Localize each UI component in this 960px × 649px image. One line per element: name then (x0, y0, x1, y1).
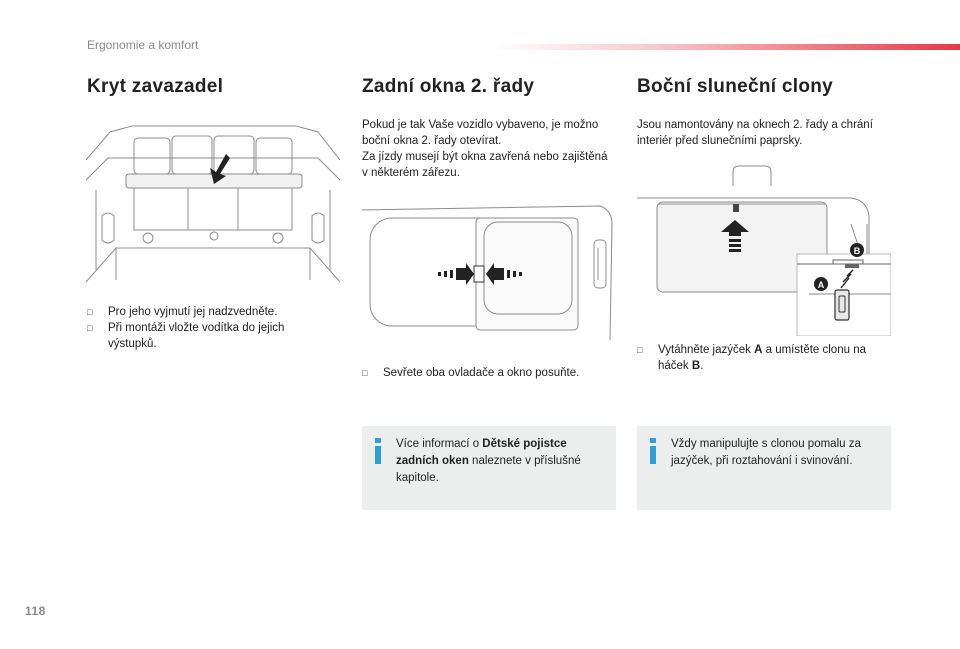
list-item: □ Vytáhněte jazýček A a umístěte clonu na háček B. (637, 344, 866, 372)
zadni-okna-intro: Pokud je tak Vaše vozidlo vybaveno, je možno boční okna 2. řady otevírat. Za jízdy musejí být okna zavřená nebo zajištěná v některém zářezu. (362, 119, 608, 179)
sun-blind-illustration (637, 164, 891, 336)
header-title: Ergonomie a komfort (87, 38, 199, 52)
square-bullet-icon: □ (87, 307, 93, 317)
square-bullet-icon: □ (87, 323, 93, 333)
luggage-cover-figure (86, 120, 340, 292)
list-item: □ Pro jeho vyjmutí jej nadzvedněte. (87, 306, 278, 318)
square-bullet-icon: □ (637, 345, 643, 355)
section-title-slunecni-clony: Boční sluneční clony (637, 76, 834, 97)
sun-blind-figure (637, 164, 891, 336)
label-b: B (853, 246, 861, 256)
info-i-icon (372, 438, 384, 464)
info-text: Více informací o Dětské pojistce zadních oken naleznete v příslušné kapitole. (396, 438, 581, 484)
kryt-bullet-list (87, 304, 317, 352)
luggage-cover-illustration (86, 120, 340, 292)
info-text: Vždy manipulujte s clonou pomalu za jazýček, při roztahování i svinování. (671, 438, 861, 467)
sliding-window-figure (362, 200, 616, 360)
sliding-window-illustration (362, 200, 616, 360)
header-accent-bar (490, 44, 960, 50)
info-box-slunecni-clony (637, 426, 891, 510)
page-number: 118 (25, 604, 46, 618)
info-i-icon (647, 438, 659, 464)
section-title-zadni-okna: Zadní okna 2. řady (362, 76, 535, 97)
square-bullet-icon: □ (362, 368, 368, 378)
list-item: □ Při montáži vložte vodítka do jejich výstupků. (87, 322, 285, 350)
slunecni-clony-intro: Jsou namontovány na oknech 2. řady a chrání interiér před slunečními paprsky. (637, 119, 873, 147)
label-a: A (817, 280, 825, 290)
zadni-okna-bullet-list (362, 365, 612, 381)
info-box-detska-pojistka (362, 426, 616, 510)
slunecni-clony-bullet-list (637, 342, 891, 374)
section-title-kryt: Kryt zavazadel (87, 76, 224, 97)
list-item: □ Sevřete oba ovladače a okno posuňte. (362, 367, 580, 379)
